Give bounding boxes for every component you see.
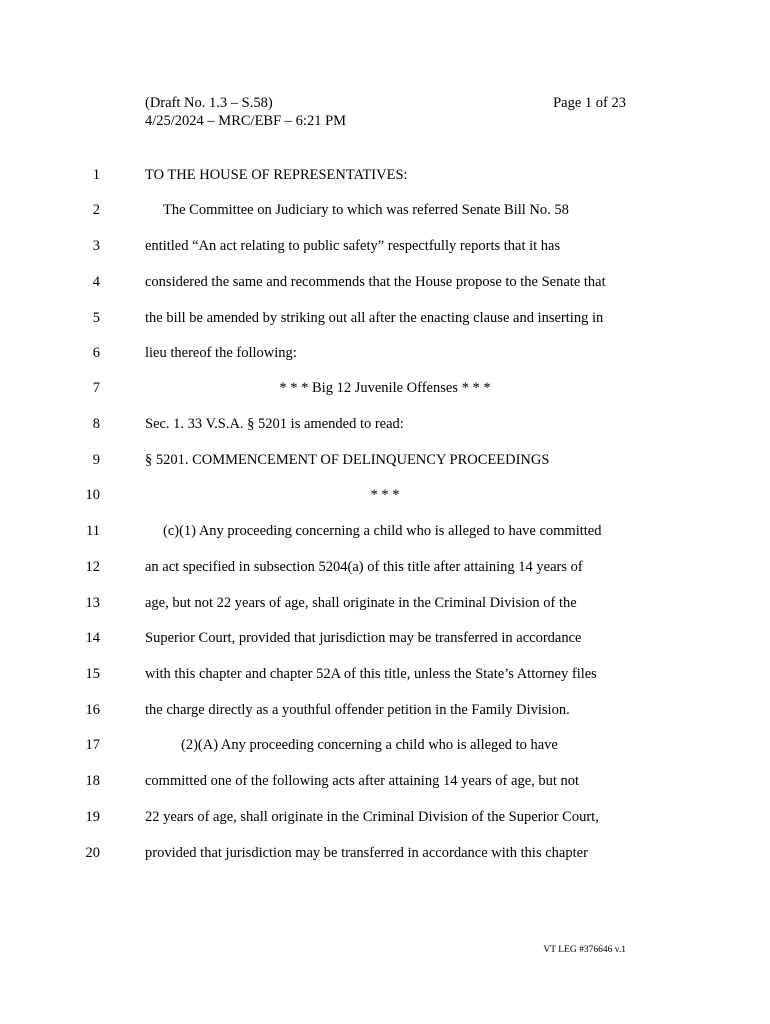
line-number: 15 xyxy=(85,666,100,682)
omission-marker: * * * xyxy=(370,487,400,503)
line-text: (2)(A) Any proceeding concerning a child who is alleged to have xyxy=(181,737,558,753)
draft-date: 4/25/2024 – MRC/EBF – 6:21 PM xyxy=(145,113,347,129)
section-heading: § 5201. COMMENCEMENT OF DELINQUENCY PROCEEDINGS xyxy=(145,452,550,468)
numbered-line xyxy=(0,664,770,684)
line-text: The Committee on Judiciary to which was referred Senate Bill No. 58 xyxy=(163,202,569,218)
numbered-line xyxy=(0,450,770,470)
numbered-line xyxy=(0,628,770,648)
line-text: considered the same and recommends that the House propose to the Senate that xyxy=(145,274,606,290)
line-text: Superior Court, provided that jurisdiction may be transferred in accordance xyxy=(145,630,582,646)
line-text: the charge directly as a youthful offender petition in the Family Division. xyxy=(145,702,570,718)
line-number: 1 xyxy=(92,167,100,183)
line-text: with this chapter and chapter 52A of this title, unless the State’s Attorney files xyxy=(145,666,597,682)
line-number: 8 xyxy=(92,416,100,432)
section-divider: * * * Big 12 Juvenile Offenses * * * xyxy=(279,380,491,396)
numbered-line xyxy=(0,272,770,292)
line-number: 13 xyxy=(85,595,100,611)
numbered-line xyxy=(0,414,770,434)
line-number: 20 xyxy=(85,845,100,861)
line-number: 7 xyxy=(92,380,100,396)
numbered-line xyxy=(0,557,770,577)
line-number: 5 xyxy=(92,310,100,326)
numbered-line xyxy=(0,700,770,720)
line-text: age, but not 22 years of age, shall originate in the Criminal Division of the xyxy=(145,595,577,611)
numbered-line xyxy=(0,378,770,398)
numbered-line xyxy=(0,807,770,827)
numbered-line xyxy=(0,165,770,185)
numbered-line xyxy=(0,236,770,256)
line-text: provided that jurisdiction may be transferred in accordance with this chapter xyxy=(145,845,588,861)
document-id-footer: VT LEG #376646 v.1 xyxy=(543,945,626,955)
draft-number: (Draft No. 1.3 – S.58) xyxy=(145,95,273,111)
line-number: 2 xyxy=(92,202,100,218)
line-number: 19 xyxy=(85,809,100,825)
numbered-line xyxy=(0,485,770,505)
line-text: lieu thereof the following: xyxy=(145,345,297,361)
numbered-line xyxy=(0,343,770,363)
numbered-line xyxy=(0,308,770,328)
page-number: Page 1 of 23 xyxy=(553,95,626,111)
line-text: TO THE HOUSE OF REPRESENTATIVES: xyxy=(145,167,408,183)
line-text: entitled “An act relating to public safety” respectfully reports that it has xyxy=(145,238,561,254)
numbered-line xyxy=(0,771,770,791)
line-text: 22 years of age, shall originate in the Criminal Division of the Superior Court, xyxy=(145,809,599,825)
numbered-line xyxy=(0,843,770,863)
line-number: 14 xyxy=(85,630,100,646)
line-number: 16 xyxy=(85,702,100,718)
line-number: 10 xyxy=(85,487,100,503)
numbered-line xyxy=(0,593,770,613)
line-text: committed one of the following acts after attaining 14 years of age, but not xyxy=(145,773,580,789)
line-number: 12 xyxy=(85,559,100,575)
line-text: (c)(1) Any proceeding concerning a child who is alleged to have committed xyxy=(163,523,602,539)
numbered-line xyxy=(0,735,770,755)
numbered-line xyxy=(0,200,770,220)
line-number: 9 xyxy=(92,452,100,468)
line-number: 11 xyxy=(86,523,100,539)
line-text: an act specified in subsection 5204(a) of this title after attaining 14 years of xyxy=(145,559,583,575)
line-text: Sec. 1. 33 V.S.A. § 5201 is amended to read: xyxy=(145,416,404,432)
line-number: 17 xyxy=(85,737,100,753)
line-number: 3 xyxy=(92,238,100,254)
line-number: 6 xyxy=(92,345,100,361)
line-number: 4 xyxy=(92,274,100,290)
line-text: the bill be amended by striking out all after the enacting clause and inserting in xyxy=(145,310,604,326)
line-number: 18 xyxy=(85,773,100,789)
numbered-line xyxy=(0,521,770,541)
document-header-left xyxy=(145,94,346,130)
